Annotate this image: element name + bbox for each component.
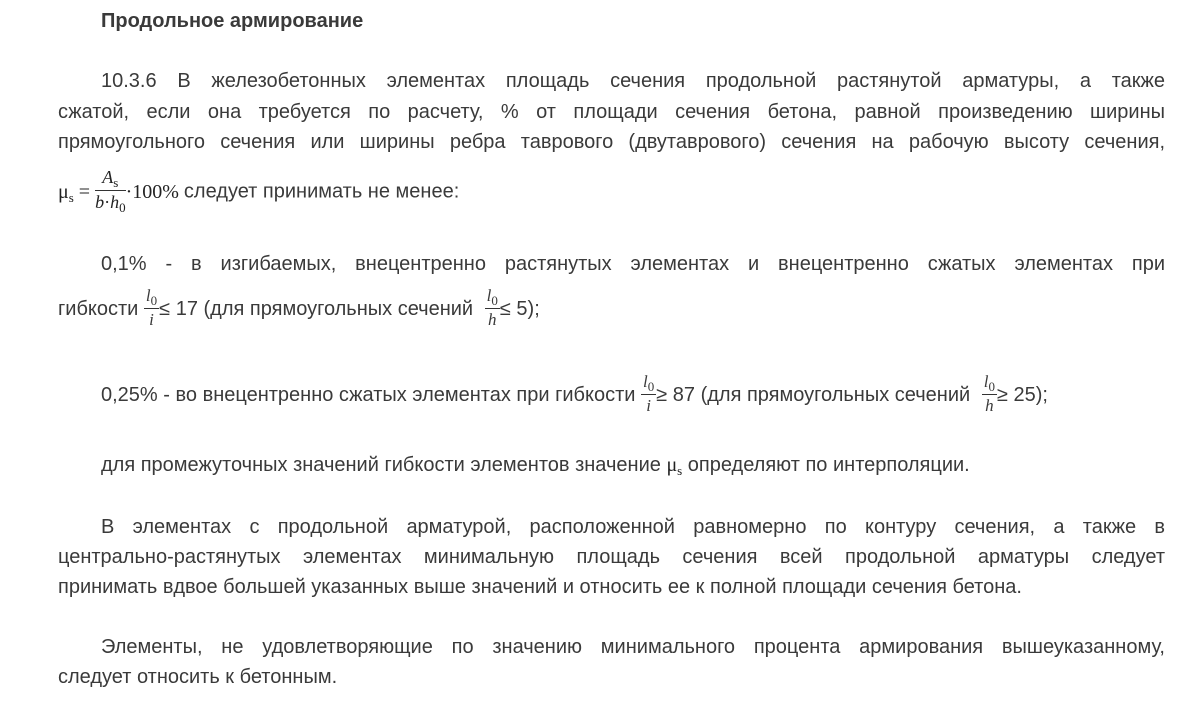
p2-line2-b: ≤ 17 (для прямоугольных сечений [159,297,474,320]
slenderness-fraction-l0-h: $\frac{l_0}{h}$ [486,286,498,329]
p1-line2: сжатой, если она требуется по расчету, % от площади сечения бетона, равной произведению ширины [58,101,1165,123]
p5-line1: В элементах с продольной арматурой, расположенной равномерно по контуру сечения, а также в [101,516,1165,538]
p6-line2: следует относить к бетонным. [58,666,338,688]
p2-line2-c: ≤ 5); [499,297,540,320]
mu-s-symbol: $\mu_s$ [666,454,683,478]
p4-text-a: для промежуточных значений гибкости элементов значение [101,454,661,476]
p3-text-c: ≥ 25); [996,383,1048,406]
slenderness-fraction-l0-h: $\frac{l_0}{h}$ [983,372,995,415]
p3-text-a: 0,25% - во внецентренно сжатых элементах при гибкости [101,383,636,406]
p3-text-b: ≥ 87 (для прямоугольных сечений [656,383,971,406]
p1-line4-text: следует принимать не менее: [183,180,460,203]
p2-line2 [58,286,1165,330]
slenderness-fraction-l0-i: $\frac{l_0}{i}$ [145,286,158,329]
p2-line1: 0,1% - в изгибаемых, внецентренно растянутых элементах и внецентренно сжатых элементах при [101,253,1165,275]
mu-s-formula: $\mu_s$ = $\frac{A_s}{b\cdot h_0}$ ·100% [58,167,179,215]
p4-text-b: определяют по интерполяции. [687,454,970,476]
area-fraction: $\frac{A_s}{b\cdot h_0}$ [95,167,126,215]
p5-line2: центрально-растянутых элементах минимальную площадь сечения всей продольной арматуры следует [58,546,1165,568]
p3-line [101,372,1165,416]
section-heading: Продольное армирование [101,10,364,32]
p4-line [101,450,1165,486]
slenderness-fraction-l0-i: $\frac{l_0}{i}$ [643,372,655,415]
p1-line1: 10.3.6 В железобетонных элементах площадь сечения продольной растянутой арматуры, а также [101,70,1165,92]
p1-line4 [58,167,1165,216]
p1-line3: прямоугольного сечения или ширины ребра таврового (двутаврового) сечения на рабочую высоту сечения, [58,131,1165,153]
p6-line1: Элементы, не удовлетворяющие по значению минимального процента армирования вышеуказанному, [101,636,1165,658]
p5-line3: принимать вдвое большей указанных выше значений и относить ее к полной площади сечения бетона. [58,576,1022,598]
p2-line2-a: гибкости [58,297,139,320]
